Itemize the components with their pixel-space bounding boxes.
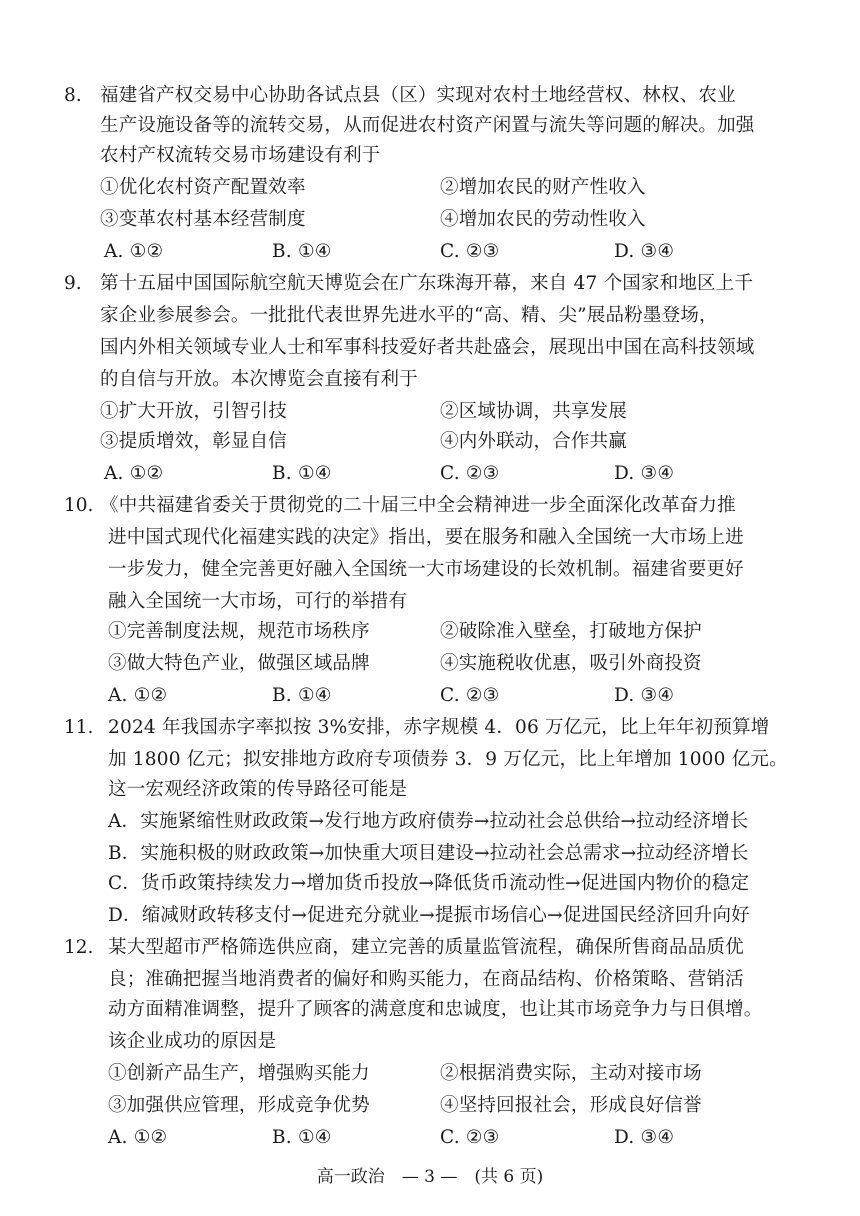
answer-choice: C. ②③ bbox=[440, 685, 500, 706]
question-number: 11. bbox=[64, 717, 94, 738]
question-stem-line: 家企业参展参会。一批批代表世界先进水平的“高、精、尖”展品粉墨登场， bbox=[100, 305, 718, 326]
answer-choice: D. ③④ bbox=[614, 685, 675, 706]
statement-item: ②区域协调，共享发展 bbox=[440, 401, 628, 422]
statement-item: ④实施税收优惠，吸引外商投资 bbox=[440, 653, 702, 674]
question-number: 12. bbox=[64, 937, 94, 958]
page-footer: 高一政治 — 3 — (共 6 页) bbox=[316, 1167, 544, 1187]
question-stem-line: 第十五届中国国际航空航天博览会在广东珠海开幕，来自 47 个国家和地区上千 bbox=[100, 273, 754, 294]
answer-choice: A. ①② bbox=[108, 685, 168, 706]
statement-item: ①优化农村资产配置效率 bbox=[100, 177, 306, 198]
answer-choice: B. ①④ bbox=[272, 685, 332, 706]
statement-item: ①扩大开放，引智引技 bbox=[100, 401, 288, 422]
answer-choice: C. ②③ bbox=[440, 241, 500, 262]
answer-choice: B. ①④ bbox=[272, 1127, 332, 1148]
question-stem-line: 良；准确把握当地消费者的偏好和购买能力，在商品结构、价格策略、营销活 bbox=[108, 969, 744, 990]
question-stem-line: 《中共福建省委关于贯彻党的二十届三中全会精神进一步全面深化改革奋力推 bbox=[100, 495, 736, 516]
answer-option: D．缩减财政转移支付→促进充分就业→提振市场信心→促进国民经济回升向好 bbox=[108, 905, 750, 926]
question-number: 8. bbox=[64, 85, 82, 106]
statement-item: ②破除准入壁垒，打破地方保护 bbox=[440, 621, 702, 642]
answer-option: B．实施积极的财政政策→加快重大项目建设→拉动社会总需求→拉动经济增长 bbox=[108, 843, 749, 864]
answer-choice: C. ②③ bbox=[440, 1127, 500, 1148]
question-stem-line: 生产设施设备等的流转交易，从而促进农村资产闲置与流失等问题的解决。加强 bbox=[100, 115, 755, 136]
question-stem-line: 这一宏观经济政策的传导路径可能是 bbox=[108, 779, 408, 800]
answer-choice: D. ③④ bbox=[614, 241, 675, 262]
question-stem-line: 加 1800 亿元；拟安排地方政府专项债券 3．9 万亿元，比上年增加 1000 亿元。 bbox=[108, 749, 788, 770]
answer-choice: A. ①② bbox=[104, 463, 164, 484]
answer-choice: C. ②③ bbox=[440, 463, 500, 484]
statement-item: ④增加农民的劳动性收入 bbox=[440, 209, 646, 230]
question-stem-line: 融入全国统一大市场，可行的举措有 bbox=[108, 591, 408, 612]
question-stem-line: 国内外相关领域专业人士和军事科技爱好者共赴盛会，展现出中国在高科技领域 bbox=[100, 337, 755, 358]
question-stem-line: 该企业成功的原因是 bbox=[108, 1031, 277, 1052]
question-number: 10. bbox=[64, 495, 94, 516]
answer-choice: B. ①④ bbox=[272, 463, 332, 484]
statement-item: ②增加农民的财产性收入 bbox=[440, 177, 646, 198]
answer-choice: D. ③④ bbox=[614, 463, 675, 484]
answer-choice: A. ①② bbox=[108, 1127, 168, 1148]
question-stem-line: 农村产权流转交易市场建设有利于 bbox=[100, 145, 381, 166]
answer-option: C．货币政策持续发力→增加货币投放→降低货币流动性→促进国内物价的稳定 bbox=[108, 873, 750, 894]
statement-item: ③提质增效，彰显自信 bbox=[100, 431, 288, 452]
question-stem-line: 2024 年我国赤字率拟按 3%安排，赤字规模 4．06 万亿元，比上年年初预算增 bbox=[108, 717, 770, 738]
question-number: 9. bbox=[64, 273, 82, 294]
statement-item: ④内外联动，合作共赢 bbox=[440, 431, 628, 452]
statement-item: ①创新产品生产，增强购买能力 bbox=[108, 1063, 370, 1084]
question-stem-line: 福建省产权交易中心协助各试点县（区）实现对农村土地经营权、林权、农业 bbox=[100, 85, 736, 106]
question-stem-line: 的自信与开放。本次博览会直接有利于 bbox=[100, 369, 418, 390]
question-stem-line: 动方面精准调整，提升了顾客的满意度和忠诚度，也让其市场竞争力与日俱增。 bbox=[108, 999, 763, 1020]
statement-item: ③做大特色产业，做强区域品牌 bbox=[108, 653, 370, 674]
answer-choice: A. ①② bbox=[104, 241, 164, 262]
question-stem-line: 某大型超市严格筛选供应商，建立完善的质量监管流程，确保所售商品品质优 bbox=[108, 937, 744, 958]
statement-item: ②根据消费实际，主动对接市场 bbox=[440, 1063, 702, 1084]
statement-item: ③加强供应管理，形成竞争优势 bbox=[108, 1095, 370, 1116]
question-stem-line: 进中国式现代化福建实践的决定》指出，要在服务和融入全国统一大市场上进 bbox=[108, 527, 744, 548]
answer-option: A．实施紧缩性财政政策→发行地方政府债券→拉动社会总供给→拉动经济增长 bbox=[108, 811, 749, 832]
answer-choice: B. ①④ bbox=[272, 241, 332, 262]
question-stem-line: 一步发力，健全完善更好融入全国统一大市场建设的长效机制。福建省要更好 bbox=[108, 559, 744, 580]
statement-item: ③变革农村基本经营制度 bbox=[100, 209, 306, 230]
statement-item: ④坚持回报社会，形成良好信誉 bbox=[440, 1095, 702, 1116]
answer-choice: D. ③④ bbox=[614, 1127, 675, 1148]
statement-item: ①完善制度法规，规范市场秩序 bbox=[108, 621, 370, 642]
